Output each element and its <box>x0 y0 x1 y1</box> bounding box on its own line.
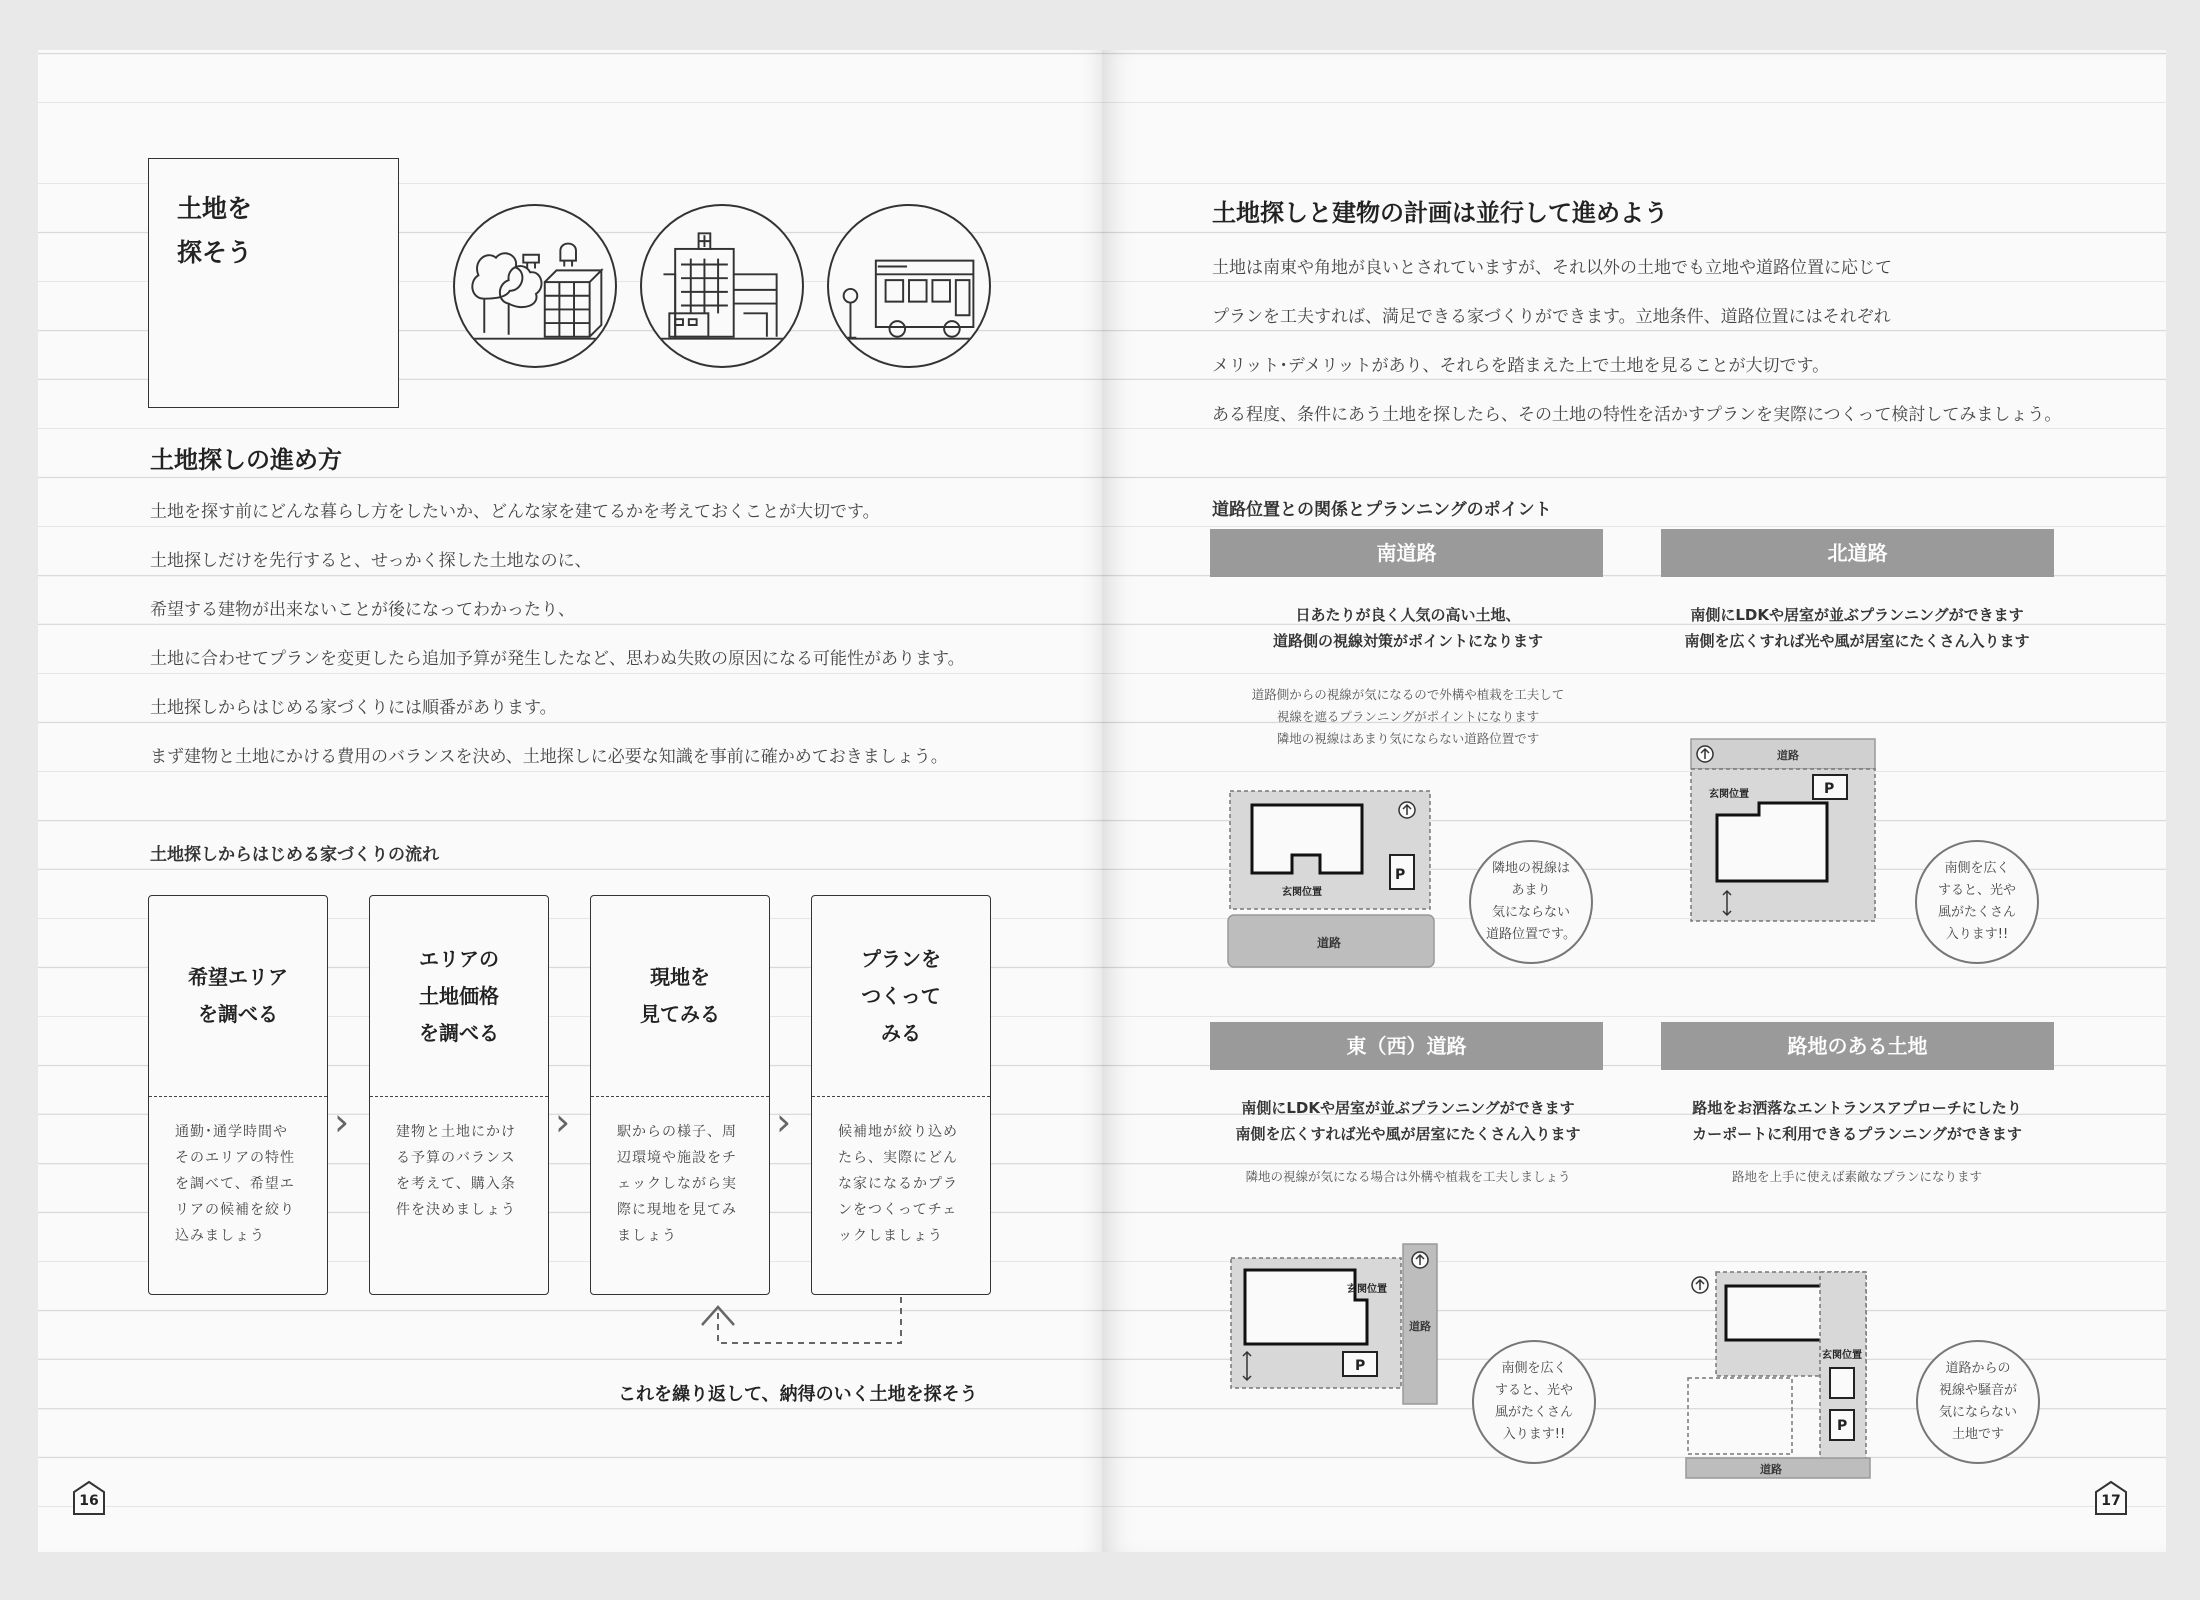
road-label: 道路 <box>1409 1320 1431 1333</box>
site-plan-south-road <box>1222 785 1452 975</box>
speech-bubble: 南側を広く すると、光や 風がたくさん 入ります!! <box>1472 1340 1596 1464</box>
flow-step-desc: 駅からの様子、周辺環境や施設をチェックしながら実際に現地を見てみましょう <box>591 1096 769 1271</box>
paragraph-line: 土地を探す前にどんな暮らし方をしたいか、どんな家を建てるかを考えておくことが大切です。 <box>150 502 880 522</box>
loop-caption: これを繰り返して、納得のいく土地を探そう <box>618 1384 978 1405</box>
chevron-right-icon: › <box>334 1100 350 1144</box>
hospital-icon <box>640 204 804 368</box>
speech-bubble: 隣地の視線は あまり 気にならない 道路位置です。 <box>1469 840 1593 964</box>
chevron-right-icon: › <box>555 1100 571 1144</box>
case-note: 道路側からの視線が気になるので外構や植栽を工夫して 視線を遮るプランニングがポイントになります 隣地の視線はあまり気にならない道路位置です <box>1251 687 1565 746</box>
case-note: 路地を上手に使えば素敵なプランになります <box>1731 1169 1982 1184</box>
entrance-label: 玄関位置 <box>1822 1350 1862 1361</box>
case-lead: 南側にLDKや居室が並ぶプランニングができます 南側を広くすれば光や風が居室にたくさん入ります <box>1235 1099 1581 1143</box>
section-heading: 土地探しの進め方 <box>150 446 342 474</box>
road-label: 道路 <box>1777 749 1799 762</box>
section-heading: 土地探しと建物の計画は並行して進めよう <box>1212 199 1668 227</box>
parking-label: P <box>1395 867 1406 883</box>
parking-label: P <box>1355 1358 1366 1374</box>
page-number <box>72 1480 106 1516</box>
right-page <box>1102 50 2166 1552</box>
flow-step <box>148 895 328 1295</box>
site-plan-east-road <box>1227 1240 1457 1410</box>
parking-label: P <box>1824 781 1835 797</box>
case-header: 北道路 <box>1661 529 2054 577</box>
site-plan-alley-lot <box>1682 1230 1892 1480</box>
entrance-label: 玄関位置 <box>1282 887 1322 898</box>
loop-arrow-icon <box>658 1295 918 1365</box>
left-page <box>38 50 1102 1552</box>
paragraph-line: メリット･デメリットがあり、それらを踏まえた上で土地を見ることが大切です。 <box>1212 356 1830 376</box>
paragraph-line: 希望する建物が出来ないことが後になってわかったり、 <box>150 600 575 620</box>
page-number <box>2094 1480 2128 1516</box>
page-number-label: 16 <box>79 1493 99 1509</box>
flow-step <box>369 895 549 1295</box>
paragraph-line: まず建物と土地にかける費用のバランスを決め、土地探しに必要な知識を事前に確かめておきましょう。 <box>150 747 948 767</box>
case-header: 南道路 <box>1210 529 1603 577</box>
site-plan-north-road <box>1687 735 1887 945</box>
case-header: 東（西）道路 <box>1210 1022 1603 1070</box>
paragraph-line: 土地に合わせてプランを変更したら追加予算が発生したなど、思わぬ失敗の原因になる可能性があります。 <box>150 649 965 669</box>
case-lead: 路地をお洒落なエントランスアプローチにしたり カーポートに利用できるプランニングができます <box>1692 1099 2022 1143</box>
flow-heading: 土地探しからはじめる家づくりの流れ <box>150 845 439 865</box>
bus-stop-icon <box>827 204 991 368</box>
page-number-label: 17 <box>2101 1493 2121 1509</box>
case-lead: 南側にLDKや居室が並ぶプランニングができます 南側を広くすれば光や風が居室にたくさん入ります <box>1684 606 2030 650</box>
paragraph-line: プランを工夫すれば、満足できる家づくりができます。立地条件、道路位置にはそれぞれ <box>1212 307 1891 327</box>
flow-step <box>811 895 991 1295</box>
entrance-label: 玄関位置 <box>1709 789 1749 800</box>
flow-step-desc: 候補地が絞り込めたら、実際にどんな家になるかプランをつくってチェックしましょう <box>812 1096 990 1271</box>
parking-label: P <box>1837 1418 1848 1434</box>
paragraph-line: ある程度、条件にあう土地を探したら、その土地の特性を活かすプランを実際につくって検討してみましょう。 <box>1212 405 2062 425</box>
flow-step-title: エリアの 土地価格 を調べる <box>419 946 499 1045</box>
case-header: 路地のある土地 <box>1661 1022 2054 1070</box>
flow-step-title: プランを つくって みる <box>861 946 941 1045</box>
title-box <box>148 158 399 408</box>
flow-step <box>590 895 770 1295</box>
paragraph-line: 土地探しからはじめる家づくりには順番があります。 <box>150 698 557 718</box>
trees-buildings-icon <box>453 204 617 368</box>
flow-step-desc: 建物と土地にかける予算のバランスを考えて、購入条件を決めましょう <box>370 1096 548 1245</box>
paragraph-line: 土地探しだけを先行すると、せっかく探した土地なのに、 <box>150 551 592 571</box>
speech-bubble: 道路からの 視線や騒音が 気にならない 土地です <box>1916 1340 2040 1464</box>
chevron-right-icon: › <box>776 1100 792 1144</box>
paragraph-line: 土地は南東や角地が良いとされていますが、それ以外の土地でも立地や道路位置に応じて <box>1212 258 1892 278</box>
case-note: 隣地の視線が気になる場合は外構や植栽を工夫しましょう <box>1245 1169 1571 1184</box>
flow-step-title: 現地を 見てみる <box>640 965 720 1026</box>
case-lead: 日あたりが良く人気の高い土地、 道路側の視線対策がポイントになります <box>1272 606 1543 650</box>
flow-step-title: 希望エリア を調べる <box>188 965 288 1026</box>
speech-bubble: 南側を広く すると、光や 風がたくさん 入ります!! <box>1915 840 2039 964</box>
page-title: 土地を 探そう <box>177 194 253 267</box>
road-label: 道路 <box>1317 936 1342 950</box>
subheading: 道路位置との関係とプランニングのポイント <box>1212 500 1552 520</box>
entrance-label: 玄関位置 <box>1347 1284 1387 1295</box>
road-label: 道路 <box>1760 1463 1782 1476</box>
flow-step-desc: 通勤･通学時間やそのエリアの特性を調べて、希望エリアの候補を絞り込みましょう <box>149 1096 327 1271</box>
